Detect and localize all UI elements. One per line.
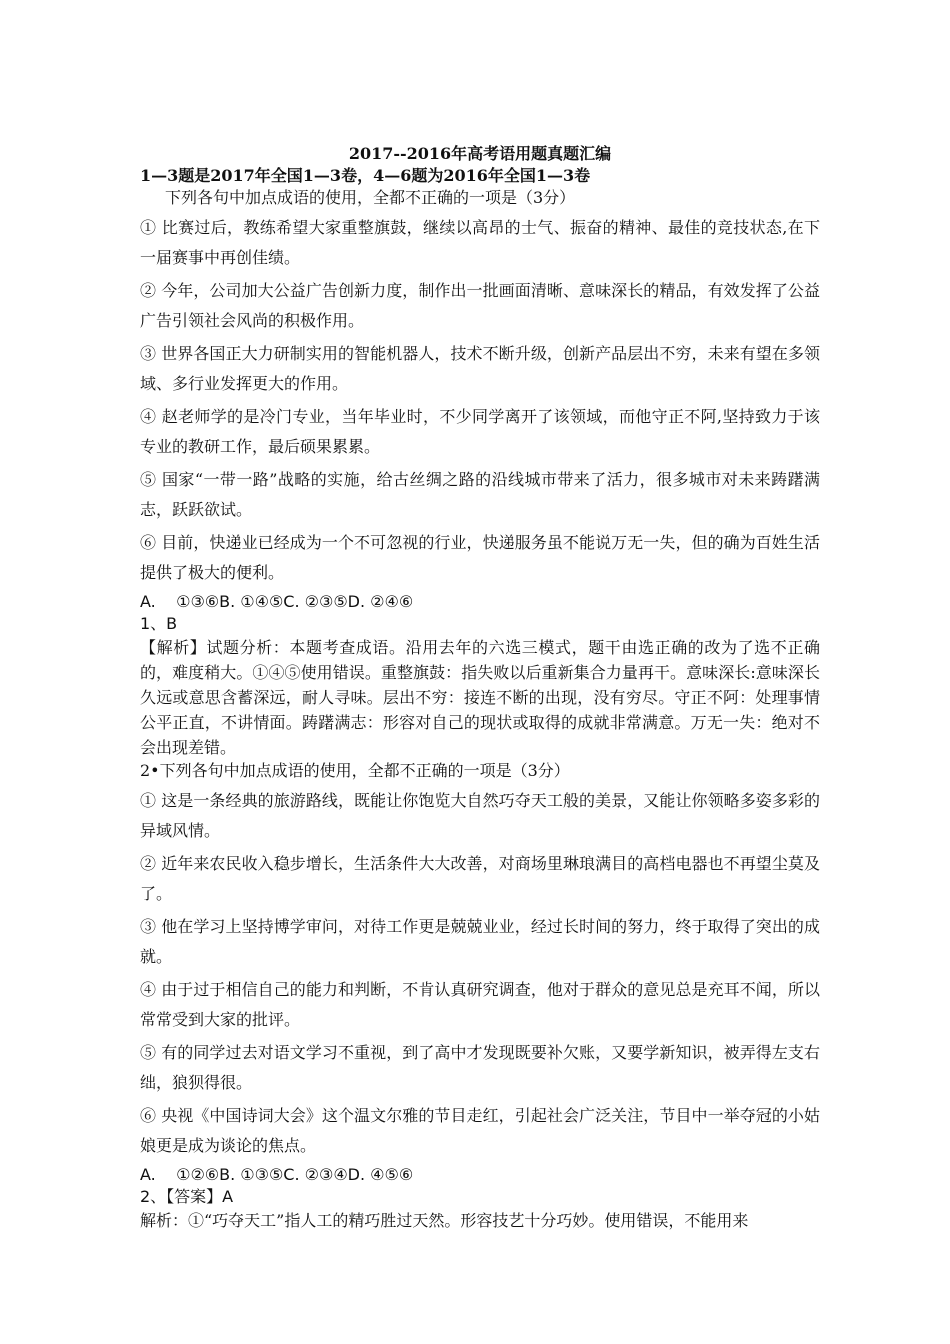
question-2-item-5: ⑤ 有的同学过去对语文学习不重视，到了高中才发现既要补欠账，又要学新知识，被弄得左支右绌，狼狈得很。 [140,1043,820,1092]
question-1-item-3: ③ 世界各国正大力研制实用的智能机器人，技术不断升级，创新产品层出不穷，未来有望在多领域、多行业发挥更大的作用。 [140,344,820,393]
question-1-item-5: ⑤ 国家“一带一路”战略的实施，给古丝绸之路的沿线城市带来了活力，很多城市对未来踌躇满志，跃跃欲试。 [140,470,820,519]
question-1-answer: 1、B [140,614,178,633]
question-2-item-3: ③ 他在学习上坚持博学审问，对待工作更是兢兢业业，经过长时间的努力，终于取得了突出的成就。 [140,917,820,966]
question-2-item-4: ④ 由于过于相信自己的能力和判断，不肯认真研究调查，他对于群众的意见总是充耳不闻，所以常常受到大家的批评。 [140,980,820,1029]
question-2-item-1: ① 这是一条经典的旅游路线，既能让你饱览大自然巧夺天工般的美景，又能让你领略多姿多彩的异域风情。 [140,791,820,840]
question-2-answer: 2、【答案】A [140,1187,234,1206]
document-subhead: 1—3题是2017年全国1—3卷，4—6题为2016年全国1—3卷 [140,166,591,185]
document-title: 2017--2016年高考语用题真题汇编 [348,144,612,163]
question-1-item-4: ④ 赵老师学的是冷门专业，当年毕业时，不少同学离开了该领域，而他守正不阿,坚持致力于该专业的教研工作，最后硕果累累。 [140,407,820,456]
question-2-item-2: ② 近年来农民收入稳步增长，生活条件大大改善，对商场里琳琅满目的高档电器也不再望尘莫及了。 [140,854,820,903]
question-1-options: A. ①③⑥B. ①④⑤C. ②③⑤D. ②④⑥ [140,592,414,611]
question-1-item-6: ⑥ 目前，快递业已经成为一个不可忽视的行业，快递服务虽不能说万无一失，但的确为百姓生活提供了极大的便利。 [140,533,820,582]
question-2-item-6: ⑥ 央视《中国诗词大会》这个温文尔雅的节目走红，引起社会广泛关注，节目中一举夺冠的小姑娘更是成为谈论的焦点。 [140,1106,820,1155]
question-2-analysis: 解析：①“巧夺天工”指人工的精巧胜过天然。形容技艺十分巧妙。使用错误，不能用来 [140,1211,749,1230]
document-body [140,143,820,1233]
question-1-item-2: ② 今年，公司加大公益广告创新力度，制作出一批画面清晰、意味深长的精品，有效发挥了公益广告引领社会风尚的积极作用。 [140,281,820,330]
question-2-stem: 2•下列各句中加点成语的使用，全都不正确的一项是（3分） [140,761,570,780]
question-1-analysis: 【解析】试题分析：本题考查成语。沿用去年的六选三模式，题干由选正确的改为了选不正确的，难度稍大。①④⑤使用错误。重整旗鼓：指失败以后重新集合力量再干。意味深长:意味深长久远或意思含蓄深远，耐人寻味。层出不穷：接连不断的出现，没有穷尽。守正不阿：处理事情公平正直，不讲情面。踌躇满志：形容对自己的现状或取得的成就非常满意。万无一失：绝对不会出现差错。 [140,638,820,757]
question-1-item-1: ① 比赛过后，教练希望大家重整旗鼓，继续以高昂的士气、振奋的精神、最佳的竞技状态,在下一届赛事中再创佳绩。 [140,218,820,267]
question-1-stem: 下列各句中加点成语的使用，全都不正确的一项是（3分） [165,188,576,207]
question-2-options: A. ①②⑥B. ①③⑤C. ②③④D. ④⑤⑥ [140,1165,414,1184]
